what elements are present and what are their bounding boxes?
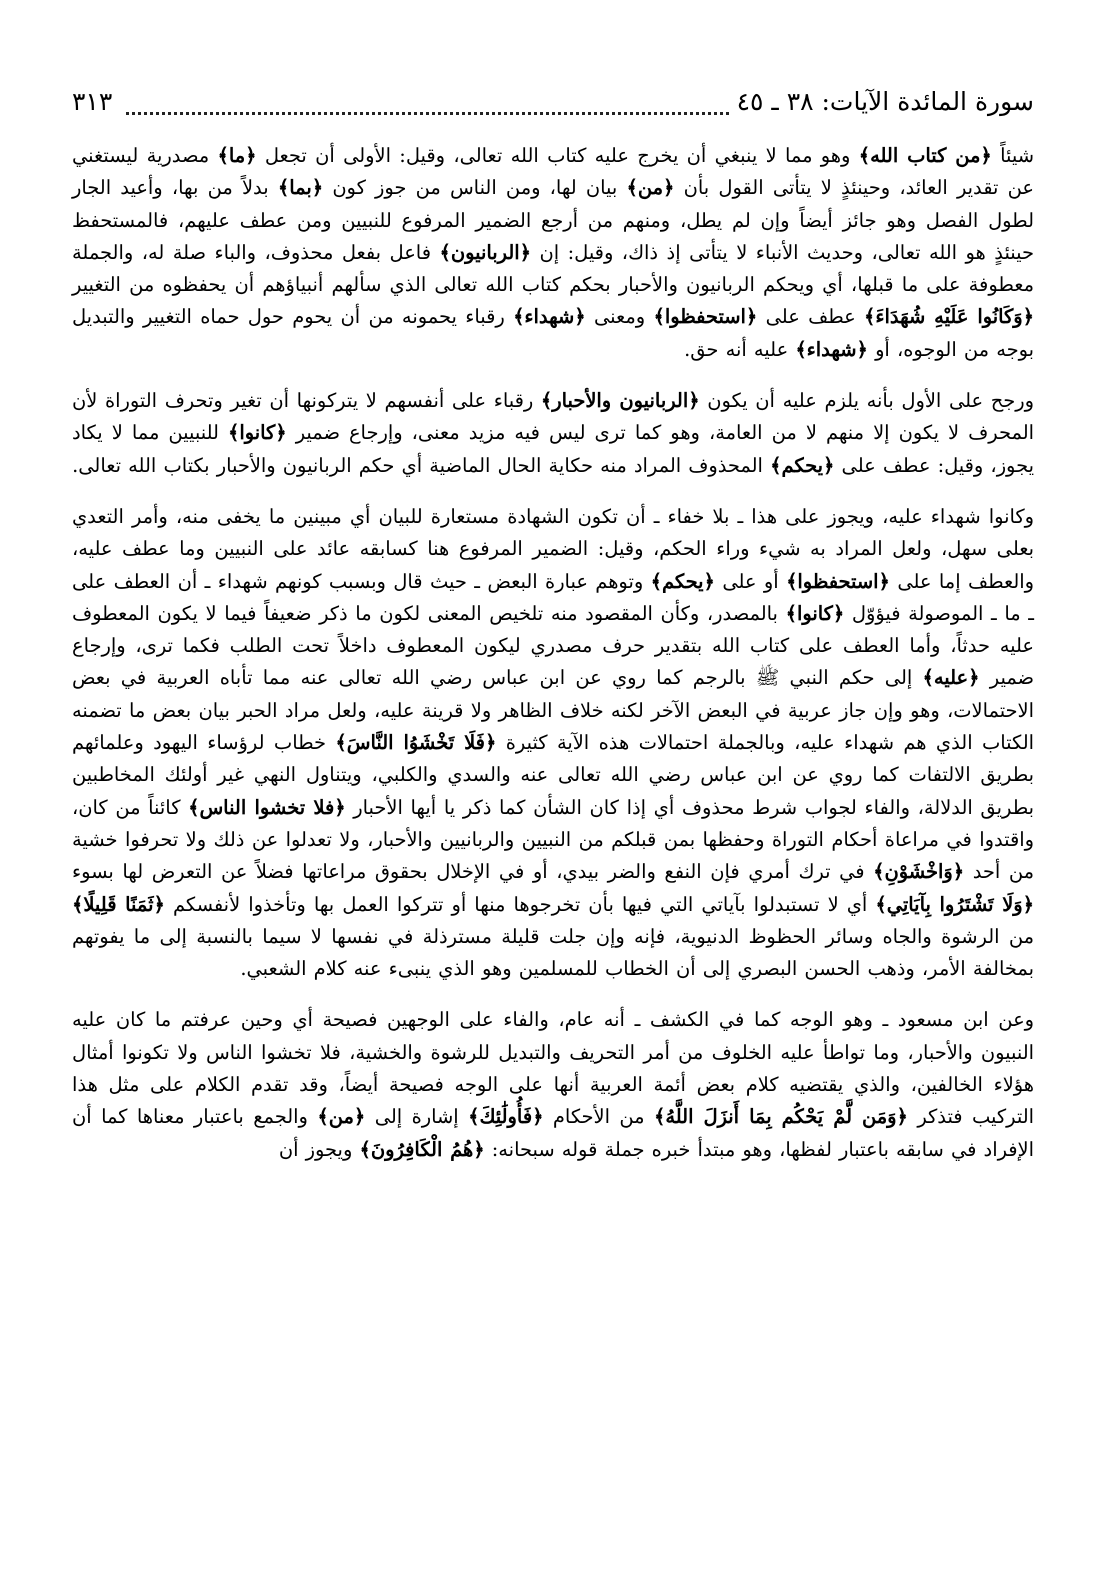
text-run: المحذوف المراد منه حكاية الحال الماضية أي حكم الربانيون والأحبار بكتاب الله تعالى. <box>72 453 771 477</box>
text-run: من الأحكام <box>543 1105 654 1129</box>
header-dot-leader <box>126 88 728 115</box>
quran-quote: ﴿فَأُولَٰئِكَ﴾ <box>468 1105 544 1129</box>
paragraph <box>72 385 1034 482</box>
paragraph <box>72 501 1034 985</box>
quran-quote: ﴿ما﴾ <box>217 144 257 167</box>
text-run: في ترك أمري فإن النفع والضر بيدي، أو في الإخلال بحقوق مراعاتها فضلاً عن التعرض لها بسوء <box>72 860 874 884</box>
quran-quote: ﴿فلا تخشوا الناس﴾ <box>188 795 346 819</box>
text-run: أي لا تستبدلوا بآياتي التي فيها بأن تخرجوها منها أو تتركوا العمل بها وتأخذوا لأنفسكم <box>164 892 876 916</box>
text-run: ومعنى <box>585 305 654 329</box>
quran-quote: ﴿وَاخْشَوْنِ﴾ <box>873 860 965 884</box>
text-run: وتوهم عبارة البعض ـ حيث قال وبسبب كونهم شهداء ـ أن العطف على ـ ما ـ الموصولة فيؤوّل <box>72 569 1034 625</box>
quran-quote: ﴿وَمَن لَّمْ يَحْكُم بِمَا أَنزَلَ اللَّهُ﴾ <box>654 1105 908 1129</box>
text-run: ويجوز أن <box>278 1137 360 1161</box>
text-run: عليه أنه حق. <box>684 337 796 361</box>
chapter-title: سورة المائدة الآيات: ٣٨ ـ ٤٥ <box>736 87 1034 116</box>
text-run: من الرشوة والجاه وسائر الحظوظ الدنيوية، فإنه وإن جلت قليلة مسترذلة في نفسها لا سيما بالنسبة إلى ما يفوتهم بمخالفة الأمر، وذهب الحسن البصري إلى أن الخطاب للمسلمين وهو الذي ينبىء عنه كلام الشعبي. <box>72 924 1034 981</box>
text-run: أو على <box>714 569 787 593</box>
text-run: إلى حكم النبي ﷺ بالرجم كما روي عن ابن عباس رضي الله تعالى عنه مما تأباه العربية في بعض الاحتمالات، وهو وإن جاز عربية في البعض الآخر لكنه خلاف الظاهر ولا قرينة عليه، ولعل مراد الحبر بيان بعض ما تضمنه الكتاب الذي هم شهداء عليه، وبالجملة احتمالات هذه الآية كثيرة <box>72 666 1035 755</box>
text-run: وهو مما لا ينبغي أن يخرج عليه كتاب الله تعالى، وقيل: الأولى أن تجعل <box>256 144 859 167</box>
quran-quote: ﴿وَلَا تَشْتَرُوا بِآيَاتِي﴾ <box>875 892 1034 916</box>
text-run: بيان لها، ومن الناس من جوز كون <box>323 176 627 200</box>
text-run: شيئاً <box>991 144 1034 167</box>
text-run: ورجح على الأول بأنه يلزم عليه أن يكون <box>699 389 1035 413</box>
text-run: بدلاً من بها، وأعيد الجار لطول الفصل وهو جائز أيضاً وإن لم يطل، ومنهم من أرجع الضمير المرفوع للنبيين ومن عطف عليهم، فالمستحفظ حينئذٍ هو الله تعالى، وحديث الأنباء لا يتأتى إذ ذاك، وقيل: إن <box>72 176 1034 264</box>
paragraph <box>72 1004 1034 1165</box>
quran-quote: ﴿من كتاب الله﴾ <box>858 144 992 167</box>
text-run: بالمصدر، وكأن المقصود منه تلخيص المعنى لكون ما ذكر ضعيفاً فيما لا يكون المعطوف عليه حدثاً، وأما العطف على كتاب الله بتقدير حرف مصدري ليكون المعطوف داخلاً تحت الطلب فكما ترى، وإرجاع ضمير <box>72 601 1034 690</box>
quran-quote: ﴿يحكم﴾ <box>770 453 835 477</box>
quran-quote: ﴿استحفظوا﴾ <box>786 569 890 593</box>
paragraph <box>72 140 1034 366</box>
quran-quote: ﴿من﴾ <box>626 176 675 200</box>
text-run: وكانوا شهداء عليه، ويجوز على هذا ـ بلا خفاء ـ أن تكون الشهادة مستعارة للبيان أي مبينين ما يخفى منه، وأمر التعدي بعلى سهل، ولعل المراد به شيء وراء الحكم، وقيل: الضمير المرفوع هنا كسابقه عائد على النبيين وما عطف عليه، والعطف إما على <box>72 504 1034 593</box>
text-run: عطف على <box>757 305 865 329</box>
quran-quote: ﴿من﴾ <box>317 1105 366 1129</box>
text-run: رقباء على أنفسهم لا يتركونها أن تغير وتحرف التوراة لأن المحرف لا يكون إلا منهم لا من العامة، وهو كما ترى ليس فيه مزيد معنى، وإرجاع ضمير <box>72 389 1034 445</box>
text-run: فاعل بفعل محذوف، والباء صلة له، والجملة معطوفة على ما قبلها، أي ويحكم الربانيون والأحبار بحكم كتاب الله تعالى الذي سألهم أنبياؤهم أن يحفظوه من التغيير <box>72 240 1034 297</box>
text-run: رقباء يحمونه من أن يحوم حول حماه التغيير والتبديل بوجه من الوجوه، أو <box>72 305 1034 361</box>
quran-quote: ﴿وَكَانُوا عَلَيْهِ شُهَدَاءَ﴾ <box>864 305 1035 329</box>
text-run: إشارة إلى <box>365 1105 469 1129</box>
quran-quote: ﴿كانوا﴾ <box>785 601 845 625</box>
page-number: ٣١٣ <box>72 87 113 116</box>
commentary-body <box>72 140 1034 1166</box>
text-run: والجمع باعتبار معناها كما أن الإفراد في سابقه باعتبار لفظها، وهو مبتدأ خبره جملة قوله سبحانه: <box>72 1105 1034 1161</box>
quran-quote: ﴿الربانيون والأحبار﴾ <box>540 389 700 413</box>
quran-quote: ﴿ثَمَنًا قَلِيلًا﴾ <box>72 892 165 916</box>
quran-quote: ﴿يحكم﴾ <box>650 569 715 593</box>
text-run: خطاب لرؤساء اليهود وعلمائهم بطريق الالتفات كما روي عن ابن عباس رضي الله تعالى عنه والسدي والكلبي، ويتناول النهي غير أولئك المخاطبين بطريق الدلالة، والفاء لجواب شرط محذوف أي إذا كان الشأن كما ذكر يا أيها الأحبار <box>72 731 1034 819</box>
quran-quote: ﴿كانوا﴾ <box>227 421 287 445</box>
text-run: وعن ابن مسعود ـ وهو الوجه كما في الكشف ـ أنه عام، والفاء على الوجهين فصيحة أي وحين عرفتم ما كان عليه النبيون والأحبار، وما تواطأ عليه الخلوف من أمر التحريف والتبديل للرشوة والخشية، فلا تخشوا الناس ولا تكونوا أمثال هؤلاء الخالفين، والذي يقتضيه كلام بعض أئمة العربية أنها على الوجه فصيحة أيضاً، وقد تقدم الكلام على مثل هذا التركيب فتذكر <box>72 1008 1034 1129</box>
quran-quote: ﴿شهداء﴾ <box>795 337 868 361</box>
quran-quote: ﴿شهداء﴾ <box>513 305 586 329</box>
quran-quote: ﴿استحفظوا﴾ <box>653 305 758 329</box>
quran-quote: ﴿فَلَا تَخْشَوُا النَّاسَ﴾ <box>335 731 497 755</box>
quran-quote: ﴿هُمُ الْكَافِرُونَ﴾ <box>359 1137 485 1161</box>
text-run: مصدرية ليستغني عن تقدير العائد، وحينئذٍ لا يتأتى القول بأن <box>72 144 1034 200</box>
quran-quote: ﴿بما﴾ <box>277 176 324 200</box>
quran-quote: ﴿عليه﴾ <box>922 666 980 690</box>
quran-quote: ﴿الربانيون﴾ <box>439 240 532 264</box>
text-run: للنبيين مما لا يكاد يجوز، وقيل: عطف على <box>72 421 1034 477</box>
running-header <box>72 82 1034 122</box>
text-run: كائناً من كان، واقتدوا في مراعاة أحكام التوراة وحفظها بمن قبلكم من النبيين والربانيين والأحبار، ولا تعدلوا عن ذلك ولا تحرفوا خشية من أحد <box>72 795 1035 884</box>
